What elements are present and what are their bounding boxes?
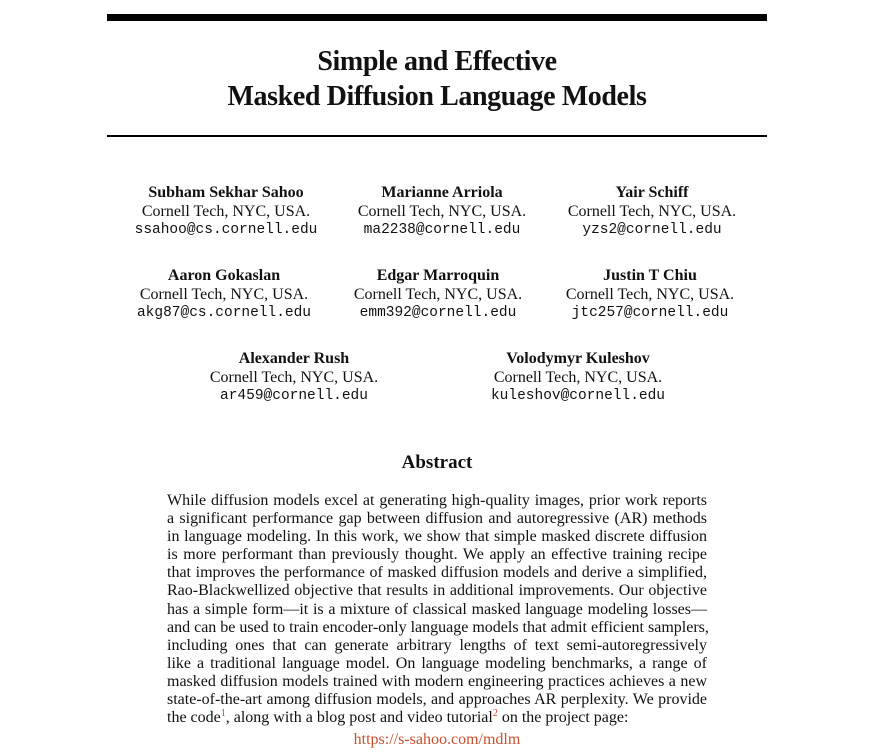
author-email[interactable]: kuleshov@cornell.edu	[490, 388, 666, 404]
abstract-last-line	[167, 709, 707, 727]
author-affiliation: Cornell Tech, NYC, USA.	[139, 285, 309, 303]
author-affiliation: Cornell Tech, NYC, USA.	[209, 368, 379, 386]
author-block	[322, 184, 562, 240]
abstract-line: masked diffusion models trained with modern engineering practices achieves a new	[167, 672, 707, 690]
project-page-link[interactable]: https://s-sahoo.com/mdlm	[353, 731, 521, 748]
author-email[interactable]: jtc257@cornell.edu	[571, 305, 729, 321]
abstract-heading: Abstract	[401, 452, 473, 473]
author-name: Yair Schiff	[615, 184, 689, 201]
abstract-line: in language modeling. In this work, we show that simple masked discrete diffusion	[167, 528, 707, 546]
author-affiliation: Cornell Tech, NYC, USA.	[493, 368, 663, 386]
abstract-text: the code	[167, 709, 221, 727]
author-block	[318, 267, 558, 323]
author-affiliation: Cornell Tech, NYC, USA.	[567, 202, 737, 220]
author-email[interactable]: ssahoo@cs.cornell.edu	[134, 222, 318, 238]
paper-title	[107, 44, 767, 114]
author-email[interactable]: ar459@cornell.edu	[220, 388, 368, 404]
abstract-line: a significant performance gap between diffusion and autoregressive (AR) methods	[167, 510, 707, 528]
author-name: Volodymyr Kuleshov	[506, 350, 650, 367]
abstract-line: has a simple form—it is a mixture of classical masked language modeling losses—	[167, 600, 707, 618]
title-line-1: Simple and Effective	[317, 46, 557, 77]
author-affiliation: Cornell Tech, NYC, USA.	[357, 202, 527, 220]
abstract-line: that improves the performance of masked diffusion models and derive a simplified,	[167, 564, 707, 582]
author-name: Marianne Arriola	[381, 184, 503, 201]
title-line-2: Masked Diffusion Language Models	[227, 81, 647, 112]
author-email[interactable]: emm392@cornell.edu	[359, 305, 517, 321]
author-affiliation: Cornell Tech, NYC, USA.	[141, 202, 311, 220]
author-block	[532, 184, 772, 240]
abstract-line: state-of-the-art among diffusion models, and approaches AR perplexity. We provide	[167, 691, 707, 709]
author-name: Justin T Chiu	[603, 267, 697, 284]
title-bottom-rule	[107, 135, 767, 137]
author-name: Alexander Rush	[238, 350, 350, 367]
footnote-link-2[interactable]: 2	[492, 708, 498, 720]
abstract-line: like a traditional language model. On language modeling benchmarks, a range of	[167, 654, 707, 672]
abstract-line: including ones that can generate arbitrary lengths of text semi-autoregressively	[167, 636, 707, 654]
author-email[interactable]: akg87@cs.cornell.edu	[136, 305, 312, 321]
footnote-link-1[interactable]: 1	[220, 708, 226, 720]
author-email[interactable]: yzs2@cornell.edu	[582, 222, 722, 238]
abstract-text: , along with a blog post and video tutorial	[225, 709, 493, 727]
author-affiliation: Cornell Tech, NYC, USA.	[565, 285, 735, 303]
author-block	[106, 184, 346, 240]
author-block	[174, 350, 414, 406]
title-top-rule	[107, 14, 767, 21]
abstract-line: and can be used to train encoder-only language models that admit efficient samplers,	[167, 618, 709, 636]
author-email[interactable]: ma2238@cornell.edu	[363, 222, 521, 238]
author-block	[530, 267, 770, 323]
abstract-line: While diffusion models excel at generating high-quality images, prior work reports	[167, 492, 707, 509]
author-block	[104, 267, 344, 323]
author-name: Edgar Marroquin	[376, 267, 500, 284]
author-name: Subham Sekhar Sahoo	[148, 184, 304, 201]
abstract-line: Rao-Blackwellized objective that results in additional improvements. Our objective	[167, 582, 707, 600]
author-name: Aaron Gokaslan	[167, 267, 281, 284]
abstract-text: on the project page:	[497, 709, 629, 727]
abstract-line: is more performant than previously thought. We apply an effective training recipe	[167, 546, 707, 564]
author-block	[458, 350, 698, 406]
abstract-body	[167, 492, 707, 727]
author-affiliation: Cornell Tech, NYC, USA.	[353, 285, 523, 303]
